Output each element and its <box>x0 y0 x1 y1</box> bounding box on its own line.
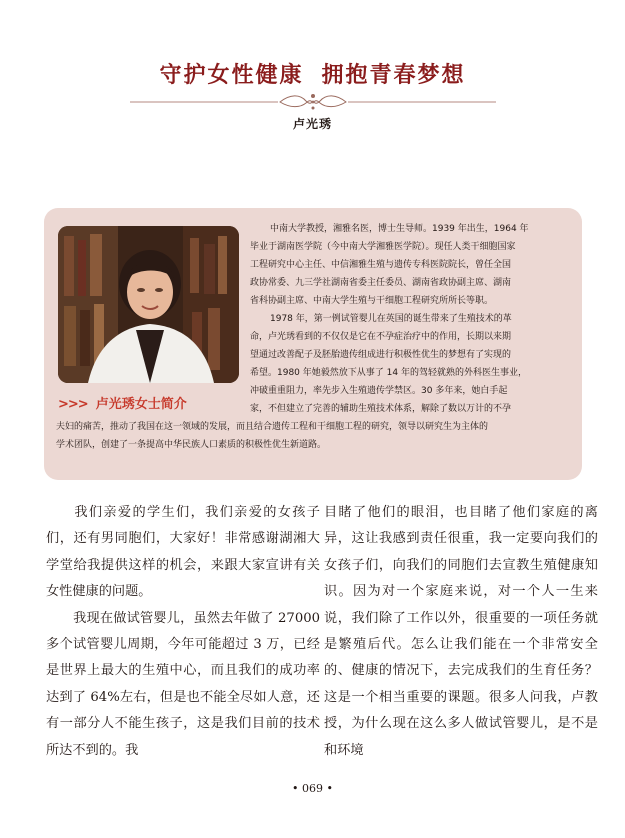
bio-caption-text: 卢光琇女士简介 <box>95 397 187 412</box>
bio-line: 1978 年，第一例试管婴儿在英国的诞生带来了生殖技术的革 <box>270 314 512 324</box>
bio-line: 毕业于湖南医学院（今中南大学湘雅医学院）。现任人类干细胞国家 <box>250 242 516 252</box>
bio-line: 命，卢光琇看到的不仅仅是它在不孕症治疗中的作用，长期以来期 <box>250 332 512 342</box>
bio-line: 省科协副主席、中南大学生殖与干细胞工程研究所所长等职。 <box>250 296 494 306</box>
title-ornament-divider <box>130 92 496 112</box>
bio-line: 中南大学教授，湘雅名医，博士生导师。1939 年出生，1964 年 <box>270 224 529 234</box>
bio-paragraph-1 <box>250 220 570 310</box>
body-column-right <box>324 500 598 764</box>
bio-line: 冲破重重阻力，率先步入生殖遗传学禁区。30 多年来，她白手起 <box>250 386 508 396</box>
bio-line: 工程研究中心主任、中信湘雅生殖与遗传专科医院院长，曾任全国 <box>250 260 512 270</box>
bio-line: 夫妇的痛苦，推动了我国在这一领域的发展，而且结合遗传工程和干细胞工程的研究，领导以研究生为主体的 <box>56 422 489 432</box>
bio-line: 望通过改善配子及胚胎遗传组成进行积极性优生的梦想有了实现的 <box>250 350 512 360</box>
triple-arrow-icon: >>> <box>58 397 88 412</box>
body-column-left <box>46 500 320 764</box>
author-name: 卢光琇 <box>292 117 332 131</box>
bio-line: 希望。1980 年她毅然放下从事了 14 年的驾轻就熟的外科医生事业， <box>250 368 527 378</box>
page-number: • 069 • <box>292 782 333 795</box>
bio-caption <box>58 393 187 412</box>
body-paragraph: 我们亲爱的学生们，我们亲爱的女孩子们，还有男同胞们，大家好！非常感谢湖湘大学堂给我提供这样的机会，来跟大家宣讲有关女性健康的问题。 <box>46 505 320 600</box>
bio-paragraph-2 <box>250 310 570 418</box>
author-portrait <box>58 226 239 383</box>
title-part-2: 拥抱青春梦想 <box>321 62 466 88</box>
bio-line: 家，不但建立了完善的辅助生殖技术体系，解除了数以万计的不孕 <box>250 404 512 414</box>
bio-line: 政协常委、九三学社湖南省委主任委员、湖南省政协副主席、湖南 <box>250 278 512 288</box>
bio-paragraph-2-continued <box>56 418 572 454</box>
body-paragraph: 我现在做试管婴儿，虽然去年做了 27000 多个试管婴儿周期，今年可能超过 3 万，已经是世界上最大的生殖中心，而且我们的成功率达到了 64%左右，但是也不能全尽如人意，还有一部分人不能生孩子，这是我们目前的技术所达不到的。我 <box>46 610 320 758</box>
article-title <box>0 58 625 89</box>
body-paragraph: 目睹了他们的眼泪，也目睹了他们家庭的离异，这让我感到责任很重，我一定要向我们的女孩子们，向我们的同胞们去宣教生殖健康知识。因为对一个家庭来说，对一个人一生来说，我们除了工作以外，很重要的一项任务就是繁殖后代。怎么让我们能在一个非常安全的、健康的情况下，去完成我们的生育任务？这是一个相当重要的课题。很多人问我，卢教授，为什么现在这么多人做试管婴儿，是不是和环境 <box>324 505 598 758</box>
title-part-1: 守护女性健康 <box>159 62 304 88</box>
bio-line: 学术团队，创建了一条提高中华民族人口素质的积极性优生新道路。 <box>56 440 327 450</box>
